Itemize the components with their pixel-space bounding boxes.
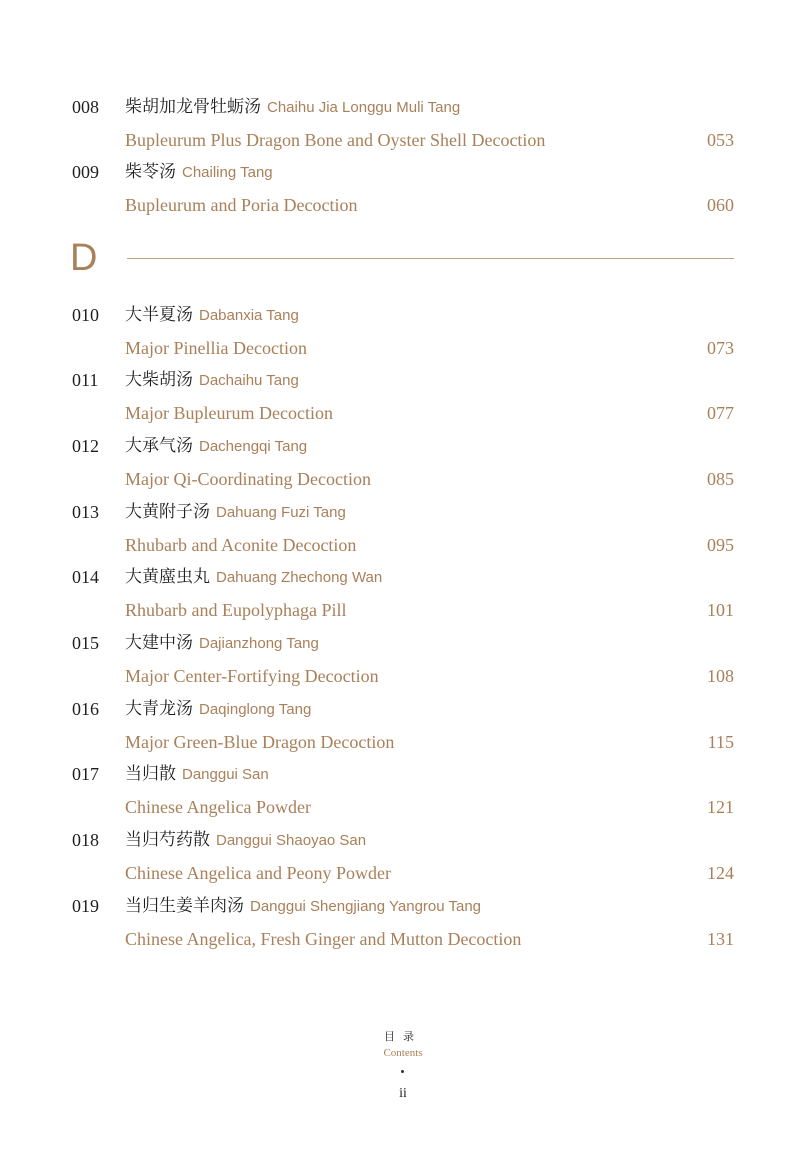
entry-chinese-title: 大柴胡汤 [125,370,193,390]
entry-number: 018 [72,830,99,850]
entry-english-title[interactable]: Bupleurum and Poria Decoction [125,195,358,215]
entry-english-title[interactable]: Chinese Angelica, Fresh Ginger and Mutton Decoction [125,929,522,949]
entry-number: 013 [72,502,99,522]
entry-chinese-line [125,632,319,655]
entry-chinese-line [125,829,366,852]
entry-number: 008 [72,97,99,117]
entry-english-title[interactable]: Major Bupleurum Decoction [125,403,333,423]
entry-chinese-title: 当归芍药散 [125,830,210,850]
entry-page-number[interactable]: 131 [707,929,734,949]
entry-chinese-line [125,435,307,458]
entry-page-number[interactable]: 101 [707,600,734,620]
entry-page-number[interactable]: 121 [707,797,734,817]
entry-page-number[interactable]: 073 [707,338,734,358]
entry-page-number[interactable]: 108 [707,666,734,686]
entry-chinese-line [125,161,273,184]
entry-chinese-title: 大承气汤 [125,436,193,456]
entry-pinyin: Dajianzhong Tang [199,635,319,652]
entry-pinyin: Dahuang Zhechong Wan [216,569,383,586]
entry-chinese-line [125,566,382,589]
entry-number: 011 [72,370,99,390]
entry-pinyin: Danggui Shaoyao San [216,832,367,849]
entry-english-title[interactable]: Major Center-Fortifying Decoction [125,666,379,686]
entry-chinese-title: 大黄䗪虫丸 [125,567,210,587]
entry-pinyin: Daqinglong Tang [199,701,312,718]
entry-number: 017 [72,764,99,784]
section-letter: D [70,237,98,279]
entry-number: 009 [72,162,99,182]
entry-chinese-line [125,304,299,327]
entry-number: 012 [72,436,99,456]
entry-chinese-title: 大黄附子汤 [125,502,210,522]
entry-english-title[interactable]: Bupleurum Plus Dragon Bone and Oyster Shell Decoction [125,130,546,150]
entry-chinese-title: 大青龙汤 [125,699,193,719]
entry-chinese-line [125,96,460,119]
entry-chinese-line [125,763,269,786]
entry-pinyin: Danggui Shengjiang Yangrou Tang [250,898,482,915]
entry-number: 019 [72,896,99,916]
entry-page-number[interactable]: 085 [707,469,734,489]
entry-english-title[interactable]: Rhubarb and Eupolyphaga Pill [125,600,347,620]
entry-pinyin: Dahuang Fuzi Tang [216,504,346,521]
entry-chinese-title: 柴苓汤 [125,162,176,182]
entry-english-title[interactable]: Chinese Angelica and Peony Powder [125,863,391,883]
entry-english-title[interactable]: Rhubarb and Aconite Decoction [125,535,357,555]
entry-chinese-line [125,501,346,524]
footer-title: 目录 [384,1030,422,1043]
entry-page-number[interactable]: 077 [707,403,734,423]
entry-chinese-line [125,895,481,918]
entry-chinese-title: 当归生姜羊肉汤 [125,896,244,916]
entry-english-title[interactable]: Major Green-Blue Dragon Decoction [125,732,395,752]
entry-chinese-line [125,698,311,721]
entry-english-title[interactable]: Major Pinellia Decoction [125,338,307,358]
entry-number: 016 [72,699,99,719]
entry-number: 014 [72,567,99,587]
entry-pinyin: Dachaihu Tang [199,372,299,389]
entry-english-title[interactable]: Major Qi-Coordinating Decoction [125,469,371,489]
entry-chinese-title: 大半夏汤 [125,305,193,325]
entry-page-number[interactable]: 095 [707,535,734,555]
section-divider [127,258,734,259]
entry-page-number[interactable]: 115 [707,732,734,752]
entry-page-number[interactable]: 124 [707,863,734,883]
entry-pinyin: Chaihu Jia Longgu Muli Tang [267,99,461,116]
entry-chinese-title: 当归散 [125,764,176,784]
entry-pinyin: Danggui San [182,766,269,783]
entry-page-number[interactable]: 060 [707,195,734,215]
entry-page-number[interactable]: 053 [707,130,734,150]
entry-pinyin: Dabanxia Tang [199,307,299,324]
footer-subtitle: Contents [383,1047,423,1059]
footer-page-number: ii [399,1086,407,1101]
entry-number: 015 [72,633,99,653]
footer-dot-divider [401,1070,404,1073]
entry-chinese-title: 柴胡加龙骨牡蛎汤 [125,97,261,117]
entry-english-title[interactable]: Chinese Angelica Powder [125,797,311,817]
entry-pinyin: Chailing Tang [182,164,273,181]
entry-chinese-title: 大建中汤 [125,633,193,653]
entry-number: 010 [72,305,99,325]
entry-chinese-line [125,369,299,392]
entry-pinyin: Dachengqi Tang [199,438,308,455]
